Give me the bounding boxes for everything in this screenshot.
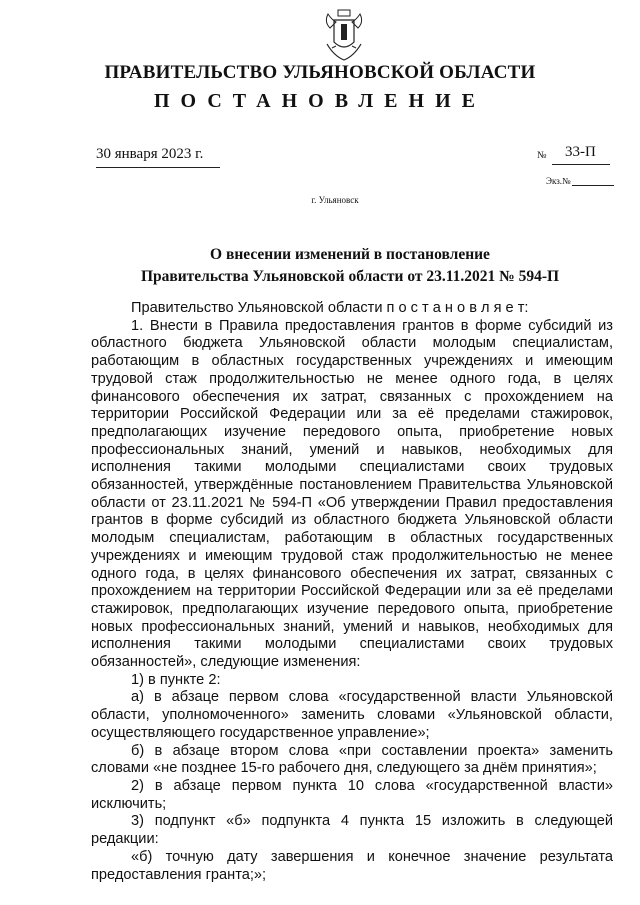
body-paragraph-preamble: Правительство Ульяновской области п о с т а н о в л я е т: [131,300,529,316]
copy-number-underline [572,185,614,186]
coat-of-arms-emblem-icon [322,8,366,64]
number-label: № [537,150,547,161]
government-name: ПРАВИТЕЛЬСТВО УЛЬЯНОВСКОЙ ОБЛАСТИ [104,62,536,83]
city: г. Ульяновск [311,195,359,205]
body-paragraph-quote: «б) точную дату завершения и конечное значение результата предоставления гранта;»; [91,848,613,883]
body-paragraph-sub-3: 3) подпункт «б» подпункта 4 пункта 15 изложить в следующей редакции: [91,813,613,848]
body-paragraph-sub-2: 2) в абзаце первом пункта 10 слова «государственной власти» исключить; [91,777,613,812]
document-body [91,300,613,884]
document-date: 30 января 2023 г. [96,146,204,162]
document-title-line-1: О внесении изменений в постановление [210,246,490,263]
body-paragraph-sub-1b: б) в абзаце втором слова «при составлении проекта» заменить словами «не позднее 15-го рабочего дня, следующего за днём принятия»; [91,742,613,777]
copy-number-label: Экз.№ [546,176,571,186]
body-paragraph-sub-1a: а) в абзаце первом слова «государственной власти Ульяновской области, уполномоченного» заменить словами «Ульяновской области, осуществляющего государственное управление»; [91,689,613,741]
body-paragraph-sub-1: 1) в пункте 2: [131,671,221,688]
document-number: 33-П [565,144,596,160]
date-underline [96,167,220,168]
document-title [0,244,640,288]
body-paragraph-item-1: 1. Внести в Правила предоставления грантов в форме субсидий из областного бюджета Ульяновской области молодым специалистам, работающим в областных государственных учреждениях и имеющим трудовой стаж продолжительностью не менее одного года, в целях финансового обеспечения их затрат, связанных с прохождением на территории Российской Федерации или за её пределами стажировок, предполагающих изучение передового опыта, приобретение новых профессиональных знаний, умений и навыков, необходимых для исполнения такими молодыми специалистами своих трудовых обязанностей, утверждённые постановлением Правительства Ульяновской области от 23.11.2021 № 594-П «Об утверждении Правил предоставления грантов в форме субсидий из областного бюджета Ульяновской области молодым специалистам, работающим в областных государственных учреждениях и имеющим трудовой стаж продолжительностью не менее одного года, в целях финансового обеспечения их затрат, связанных с прохождением на территории Российской Федерации или за её пределами стажировок, предполагающих изучение передового опыта, приобретение новых профессиональных знаний, умений и навыков, необходимых для исполнения такими молодыми специалистами своих трудовых обязанностей», следующие изменения: [91,317,613,671]
document-type: ПОСТАНОВЛЕНИЕ [154,90,486,112]
number-underline [552,164,610,165]
document-title-line-2: Правительства Ульяновской области от 23.11.2021 № 594-П [140,268,560,285]
